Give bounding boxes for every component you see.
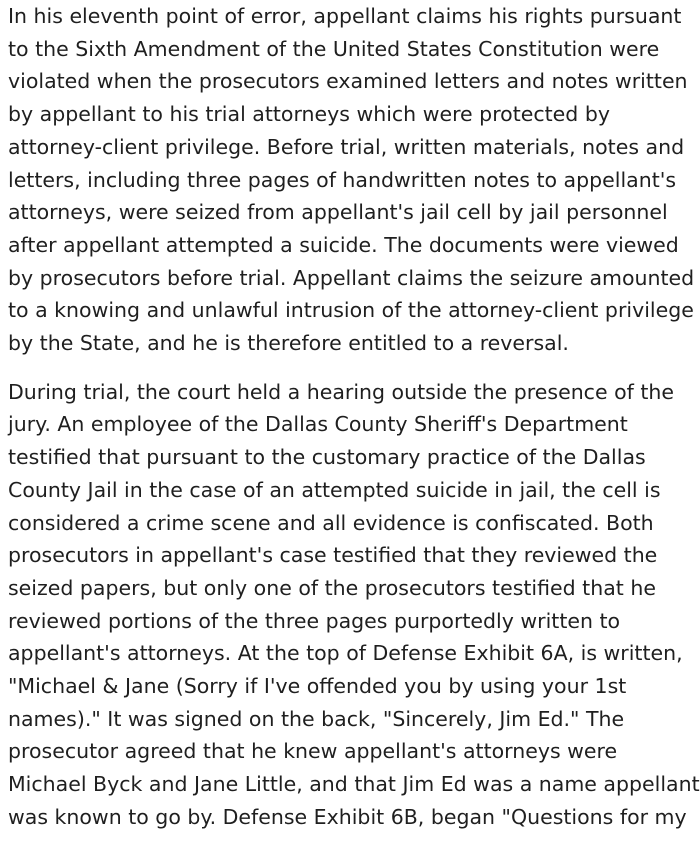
text-line: Michael Byck and Jane Little, and that Jim Ed was a name appellant — [8, 772, 700, 797]
text-line: to the Sixth Amendment of the United States Constitution were — [8, 36, 660, 61]
text-line: by the State, and he is therefore entitled to a reversal. — [8, 331, 569, 356]
text-line: County Jail in the case of an attempted suicide in jail, the cell is — [8, 477, 661, 502]
text-line: prosecutors in appellant's case testified that they reviewed the — [8, 543, 658, 568]
text-line: prosecutor agreed that he knew appellant's attorneys were — [8, 739, 618, 764]
text-line: by prosecutors before trial. Appellant claims the seizure amounted — [8, 265, 695, 290]
text-line: During trial, the court held a hearing outside the presence of the — [8, 379, 674, 404]
document-body — [8, 0, 700, 834]
text-line: attorneys, were seized from appellant's jail cell by jail personnel — [8, 200, 668, 225]
text-line: jury. An employee of the Dallas County Sheriff's Department — [8, 412, 628, 437]
text-line: "Michael & Jane (Sorry if I've offended you by using your 1st — [8, 674, 627, 699]
text-line: names)." It was signed on the back, "Sincerely, Jim Ed." The — [8, 706, 625, 731]
text-line: by appellant to his trial attorneys which were protected by — [8, 102, 610, 127]
text-line: letters, including three pages of handwritten notes to appellant's — [8, 167, 677, 192]
paragraph-spacer — [8, 360, 694, 376]
text-line: attorney-client privilege. Before trial, written materials, notes and — [8, 134, 685, 159]
text-line: reviewed portions of the three pages purportedly written to — [8, 608, 621, 633]
text-line: seized papers, but only one of the prosecutors testified that he — [8, 575, 656, 600]
paragraph-1 — [8, 0, 694, 360]
text-line: appellant's attorneys. At the top of Defense Exhibit 6A, is written, — [8, 641, 683, 666]
paragraph-2 — [8, 376, 700, 834]
text-line: testified that pursuant to the customary practice of the Dallas — [8, 445, 646, 470]
text-line: In his eleventh point of error, appellant claims his rights pursuant — [8, 4, 682, 28]
text-line: was known to go by. Defense Exhibit 6B, began "Questions for my — [8, 804, 687, 829]
text-line: violated when the prosecutors examined letters and notes written — [8, 69, 688, 94]
text-line: considered a crime scene and all evidence is confiscated. Both — [8, 510, 654, 535]
text-line: after appellant attempted a suicide. The documents were viewed — [8, 232, 679, 257]
text-line: to a knowing and unlawful intrusion of the attorney-client privilege — [8, 298, 694, 323]
